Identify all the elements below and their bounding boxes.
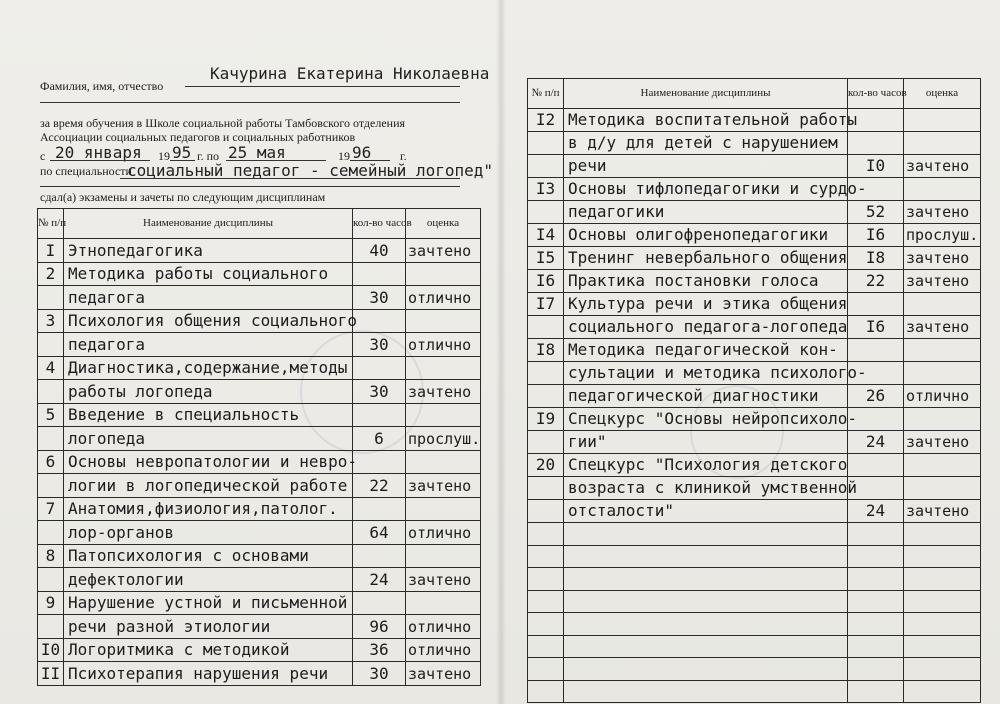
col-grade-header: оценка <box>904 79 981 109</box>
hours-value: 22 <box>353 474 406 498</box>
discipline-name <box>564 613 848 636</box>
row-number: 5 <box>38 403 64 427</box>
row-number <box>38 568 64 592</box>
table-row <box>38 403 481 427</box>
grade-value: зачтено <box>406 380 481 404</box>
hours-value: 30 <box>353 380 406 404</box>
table-row <box>528 155 981 178</box>
table-row <box>528 454 981 477</box>
discipline-name: социального педагога-логопеда <box>564 316 848 339</box>
table-row <box>38 615 481 639</box>
row-number <box>528 635 564 658</box>
grade-value <box>904 132 981 155</box>
grade-value: отлично <box>406 333 481 357</box>
table-row <box>528 224 981 247</box>
specialty-value: социальный педагог - семейный логопед" <box>127 161 494 180</box>
table-row <box>528 545 981 568</box>
row-number <box>528 155 564 178</box>
grade-value: прослуш. <box>406 427 481 451</box>
hours-value <box>353 262 406 286</box>
discipline-name: лор-органов <box>64 521 353 545</box>
discipline-name <box>564 545 848 568</box>
row-number: 7 <box>38 497 64 521</box>
discipline-name: Методика педагогической кон- <box>564 339 848 362</box>
grade-value: отлично <box>406 286 481 310</box>
discipline-name: речи <box>564 155 848 178</box>
discipline-name: Введение в специальность <box>64 403 353 427</box>
table-row <box>528 635 981 658</box>
row-number <box>528 523 564 546</box>
grade-value <box>406 591 481 615</box>
grade-value: зачтено <box>904 201 981 224</box>
period-suffix: г. <box>400 149 407 163</box>
row-number: 8 <box>38 544 64 568</box>
hours-value <box>848 568 904 591</box>
table-row <box>38 474 481 498</box>
hours-value: 64 <box>353 521 406 545</box>
table-row <box>528 362 981 385</box>
period-to-day: 25 мая <box>228 143 286 162</box>
grade-value <box>904 477 981 500</box>
row-number: I0 <box>38 638 64 662</box>
grade-value <box>406 262 481 286</box>
table-row <box>528 247 981 270</box>
discipline-name: педагогической диагностики <box>564 385 848 408</box>
hours-value <box>848 523 904 546</box>
table-row <box>528 431 981 454</box>
row-number <box>528 477 564 500</box>
row-number: I7 <box>528 293 564 316</box>
row-number <box>38 286 64 310</box>
table-row <box>528 109 981 132</box>
table-row <box>528 316 981 339</box>
discipline-name <box>564 680 848 703</box>
row-number: I6 <box>528 270 564 293</box>
hours-value <box>353 591 406 615</box>
row-number: I8 <box>528 339 564 362</box>
hours-value <box>353 356 406 380</box>
specialty-label: по специальности <box>40 164 132 178</box>
discipline-name: Нарушение устной и письменной <box>64 591 353 615</box>
table-row <box>528 658 981 681</box>
row-number: I4 <box>528 224 564 247</box>
discipline-name <box>564 523 848 546</box>
grade-value <box>904 523 981 546</box>
grade-value <box>904 339 981 362</box>
hours-value: 30 <box>353 286 406 310</box>
grade-value <box>904 545 981 568</box>
col-grade-header: оценка <box>406 209 481 239</box>
grade-value <box>904 408 981 431</box>
grade-value: отлично <box>406 521 481 545</box>
row-number <box>528 385 564 408</box>
table-row <box>38 286 481 310</box>
hours-value <box>848 454 904 477</box>
grade-value: зачтено <box>406 239 481 263</box>
fio-line <box>185 86 460 87</box>
row-number: I5 <box>528 247 564 270</box>
discipline-name: педагогики <box>564 201 848 224</box>
grade-value: отлично <box>904 385 981 408</box>
hours-value: 30 <box>353 333 406 357</box>
hours-value <box>353 309 406 333</box>
row-number <box>528 680 564 703</box>
hours-value: 26 <box>848 385 904 408</box>
row-number: 2 <box>38 262 64 286</box>
discipline-name: Методика воспитательной работы <box>564 109 848 132</box>
grade-value: зачтено <box>406 662 481 686</box>
table-row <box>38 239 481 263</box>
period-to-year: 96 <box>352 143 372 162</box>
grade-value <box>406 309 481 333</box>
table-row <box>38 568 481 592</box>
grade-value <box>406 450 481 474</box>
grade-value: отлично <box>406 615 481 639</box>
row-number <box>38 474 64 498</box>
row-number <box>528 590 564 613</box>
hours-value: I6 <box>848 224 904 247</box>
discipline-name: логии в логопедической работе <box>64 474 353 498</box>
row-number <box>528 613 564 636</box>
hours-value <box>848 590 904 613</box>
discipline-name: сультации и методика психолого- <box>564 362 848 385</box>
discipline-name: Логоритмика с методикой <box>64 638 353 662</box>
hours-value <box>848 132 904 155</box>
discipline-name <box>564 590 848 613</box>
row-number: I3 <box>528 178 564 201</box>
table-row <box>528 613 981 636</box>
row-number: 20 <box>528 454 564 477</box>
hours-value <box>848 339 904 362</box>
row-number: 9 <box>38 591 64 615</box>
hours-value <box>353 497 406 521</box>
table-row <box>38 333 481 357</box>
hours-value: I8 <box>848 247 904 270</box>
discipline-name: Основы тифлопедагогики и сурдо- <box>564 178 848 201</box>
hours-value <box>848 658 904 681</box>
fio-label: Фамилия, имя, отчество <box>40 79 164 93</box>
row-number <box>528 132 564 155</box>
row-number <box>38 380 64 404</box>
row-number <box>528 362 564 385</box>
grade-value: прослуш. <box>904 224 981 247</box>
discipline-name: логопеда <box>64 427 353 451</box>
hours-value: 24 <box>848 431 904 454</box>
table-row <box>38 638 481 662</box>
discipline-name: Спецкурс "Психология детского <box>564 454 848 477</box>
grade-value <box>406 403 481 427</box>
exams-label: сдал(а) экзамены и зачеты по следующим дисциплинам <box>40 190 326 204</box>
row-number <box>528 568 564 591</box>
row-number <box>528 500 564 523</box>
discipline-name: Спецкурс "Основы нейропсихоло- <box>564 408 848 431</box>
grade-value: зачтено <box>406 568 481 592</box>
col-name-header: Наименование дисциплины <box>64 209 353 239</box>
discipline-name: педагога <box>64 333 353 357</box>
table-row <box>528 385 981 408</box>
hours-value: 22 <box>848 270 904 293</box>
hours-value: 30 <box>353 662 406 686</box>
col-no-header: № п/п <box>528 79 564 109</box>
discipline-name: Этнопедагогика <box>64 239 353 263</box>
discipline-name: отсталости" <box>564 500 848 523</box>
hours-value: 24 <box>848 500 904 523</box>
table-row <box>528 293 981 316</box>
grade-value: зачтено <box>406 474 481 498</box>
hours-value <box>848 293 904 316</box>
row-number: II <box>38 662 64 686</box>
fio-value: Качурина Екатерина Николаевна <box>210 64 490 83</box>
grade-value <box>904 454 981 477</box>
period-from-prefix: с <box>40 149 46 163</box>
discipline-name: Анатомия,физиология,патолог. <box>64 497 353 521</box>
discipline-name: Основы невропатологии и невро- <box>64 450 353 474</box>
table-row <box>38 521 481 545</box>
table-row <box>528 477 981 500</box>
row-number: I9 <box>528 408 564 431</box>
table-row <box>528 339 981 362</box>
row-number <box>528 201 564 224</box>
discipline-name: Диагностика,содержание,методы <box>64 356 353 380</box>
table-row <box>38 309 481 333</box>
table-row <box>38 380 481 404</box>
hours-value <box>353 544 406 568</box>
grade-value: зачтено <box>904 431 981 454</box>
table-row <box>528 680 981 703</box>
grade-value <box>904 590 981 613</box>
row-number <box>38 333 64 357</box>
row-number: I2 <box>528 109 564 132</box>
discipline-name: в д/у для детей с нарушением <box>564 132 848 155</box>
period-from-day: 20 января <box>55 143 142 162</box>
row-number <box>528 431 564 454</box>
row-number <box>528 658 564 681</box>
hours-value <box>353 450 406 474</box>
hours-value: 40 <box>353 239 406 263</box>
hours-value: 6 <box>353 427 406 451</box>
table-row <box>528 132 981 155</box>
col-hours-header: кол-во часов <box>848 79 904 109</box>
hours-value <box>848 613 904 636</box>
discipline-name: Практика постановки голоса <box>564 270 848 293</box>
discipline-name: Основы олигофренопедагогики <box>564 224 848 247</box>
row-number: I <box>38 239 64 263</box>
discipline-name <box>564 635 848 658</box>
grade-value: зачтено <box>904 500 981 523</box>
table-row <box>38 356 481 380</box>
row-number <box>38 615 64 639</box>
hours-value: 96 <box>353 615 406 639</box>
grade-value <box>904 178 981 201</box>
discipline-name: гии" <box>564 431 848 454</box>
grade-value <box>904 568 981 591</box>
hours-value <box>848 545 904 568</box>
table-row <box>38 262 481 286</box>
discipline-name: Психотерапия нарушения речи <box>64 662 353 686</box>
row-number <box>528 545 564 568</box>
hours-value: 24 <box>353 568 406 592</box>
grade-value: зачтено <box>904 247 981 270</box>
training-line-2: Ассоциации социальных педагогов и социальных работников <box>40 130 356 144</box>
specialty-line <box>120 178 460 179</box>
discipline-name: Психология общения социального <box>64 309 353 333</box>
book-fold <box>496 0 506 704</box>
period-year-prefix-1: 19 <box>158 149 170 163</box>
discipline-name: дефектологии <box>64 568 353 592</box>
row-number <box>38 521 64 545</box>
row-number: 6 <box>38 450 64 474</box>
hours-value: 36 <box>353 638 406 662</box>
table-row <box>38 427 481 451</box>
table-row <box>38 497 481 521</box>
grade-value: зачтено <box>904 270 981 293</box>
training-line-1: за время обучения в Школе социальной работы Тамбовского отделения <box>40 116 406 130</box>
discipline-name: Тренинг невербального общения <box>564 247 848 270</box>
period-year-prefix-2: 19 <box>338 149 350 163</box>
discipline-name: педагога <box>64 286 353 310</box>
discipline-name <box>564 658 848 681</box>
discipline-name: возраста с клиникой умственной <box>564 477 848 500</box>
grade-value <box>904 293 981 316</box>
period-from-year: 95 <box>172 143 192 162</box>
hours-value <box>848 680 904 703</box>
table-row <box>38 450 481 474</box>
right-disciplines-table <box>527 78 981 703</box>
period-to-prefix: г. по <box>197 149 219 163</box>
table-row <box>528 568 981 591</box>
table-row <box>528 178 981 201</box>
table-row <box>38 544 481 568</box>
table-row <box>528 201 981 224</box>
table-row <box>38 591 481 615</box>
discipline-name <box>564 568 848 591</box>
hours-value <box>353 403 406 427</box>
row-number <box>528 316 564 339</box>
specialty-line-2 <box>40 186 460 187</box>
table-row <box>528 270 981 293</box>
hours-value: I6 <box>848 316 904 339</box>
discipline-name: работы логопеда <box>64 380 353 404</box>
grade-value <box>406 544 481 568</box>
table-row <box>528 590 981 613</box>
left-disciplines-table <box>37 208 481 686</box>
grade-value <box>904 613 981 636</box>
row-number: 4 <box>38 356 64 380</box>
col-name-header: Наименование дисциплины <box>564 79 848 109</box>
grade-value <box>904 680 981 703</box>
discipline-name: Культура речи и этика общения <box>564 293 848 316</box>
table-row <box>38 662 481 686</box>
fio-line-2 <box>40 102 460 103</box>
hours-value <box>848 635 904 658</box>
row-number <box>38 427 64 451</box>
discipline-name: речи разной этиологии <box>64 615 353 639</box>
grade-value <box>904 658 981 681</box>
grade-value <box>406 497 481 521</box>
discipline-name: Методика работы социального <box>64 262 353 286</box>
grade-value <box>904 635 981 658</box>
grade-value: отлично <box>406 638 481 662</box>
hours-value: I0 <box>848 155 904 178</box>
table-row <box>528 500 981 523</box>
grade-value <box>904 109 981 132</box>
row-number: 3 <box>38 309 64 333</box>
col-hours-header: кол-во часов <box>353 209 406 239</box>
table-row <box>528 408 981 431</box>
grade-value <box>406 356 481 380</box>
hours-value: 52 <box>848 201 904 224</box>
table-row <box>528 523 981 546</box>
discipline-name: Патопсихология с основами <box>64 544 353 568</box>
grade-value: зачтено <box>904 155 981 178</box>
grade-value: зачтено <box>904 316 981 339</box>
grade-value <box>904 362 981 385</box>
col-no-header: № п/п <box>38 209 64 239</box>
